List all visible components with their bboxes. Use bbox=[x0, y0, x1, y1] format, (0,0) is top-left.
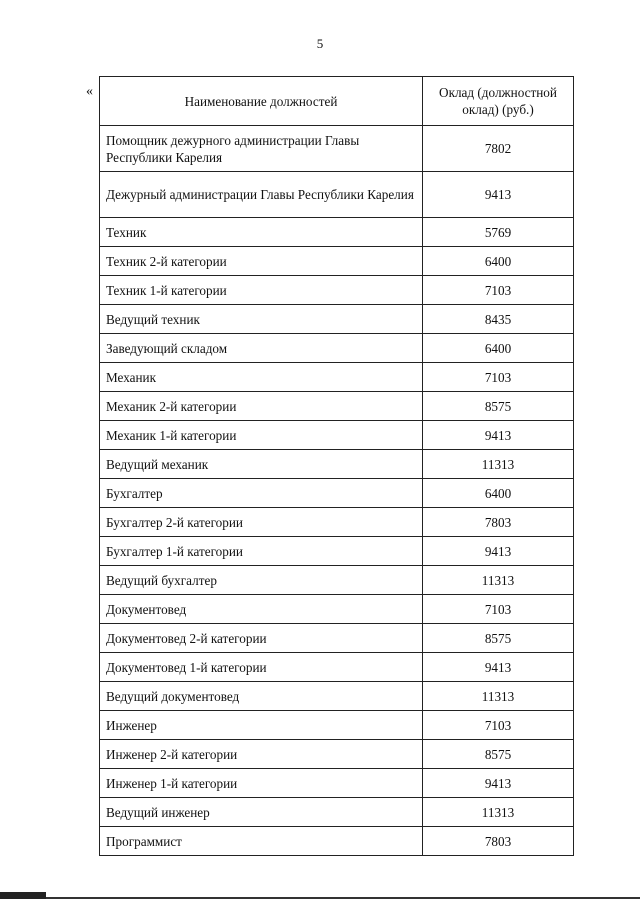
position-name-cell: Ведущий механик bbox=[100, 450, 423, 479]
salary-cell: 7103 bbox=[423, 276, 574, 305]
position-name-cell: Бухгалтер 1-й категории bbox=[100, 537, 423, 566]
page-number: 5 bbox=[316, 36, 324, 51]
salary-cell: 5769 bbox=[423, 218, 574, 247]
position-name-cell: Механик 2-й категории bbox=[100, 392, 423, 421]
table-row bbox=[100, 479, 574, 508]
page-bottom-border bbox=[0, 897, 640, 899]
table-row bbox=[100, 566, 574, 595]
salary-cell: 7103 bbox=[423, 595, 574, 624]
header-position-name: Наименование должностей bbox=[100, 77, 423, 126]
position-name-cell: Помощник дежурного администрации Главы Республики Карелия bbox=[100, 126, 423, 172]
salary-cell: 7803 bbox=[423, 827, 574, 856]
position-name-cell: Документовед 2-й категории bbox=[100, 624, 423, 653]
salary-cell: 11313 bbox=[423, 450, 574, 479]
position-name-cell: Техник 2-й категории bbox=[100, 247, 423, 276]
table-row bbox=[100, 305, 574, 334]
salary-cell: 6400 bbox=[423, 247, 574, 276]
salary-cell: 8575 bbox=[423, 624, 574, 653]
opening-quote: « bbox=[86, 84, 93, 99]
table-row bbox=[100, 624, 574, 653]
table-row bbox=[100, 334, 574, 363]
salary-cell: 7103 bbox=[423, 711, 574, 740]
table-row bbox=[100, 595, 574, 624]
position-name-cell: Документовед bbox=[100, 595, 423, 624]
table-row bbox=[100, 247, 574, 276]
table-row bbox=[100, 769, 574, 798]
salary-cell: 7103 bbox=[423, 363, 574, 392]
position-name-cell: Ведущий инженер bbox=[100, 798, 423, 827]
salary-cell: 9413 bbox=[423, 537, 574, 566]
scan-edge-mark bbox=[0, 892, 46, 899]
table-row bbox=[100, 276, 574, 305]
table-row bbox=[100, 798, 574, 827]
salary-cell: 9413 bbox=[423, 653, 574, 682]
position-name-cell: Программист bbox=[100, 827, 423, 856]
position-name-cell: Техник 1-й категории bbox=[100, 276, 423, 305]
table-row bbox=[100, 827, 574, 856]
table-row bbox=[100, 450, 574, 479]
table-row bbox=[100, 126, 574, 172]
salary-cell: 9413 bbox=[423, 172, 574, 218]
position-name-cell: Дежурный администрации Главы Республики Карелия bbox=[100, 172, 423, 218]
salary-table bbox=[99, 76, 574, 856]
salary-cell: 9413 bbox=[423, 421, 574, 450]
salary-cell: 7803 bbox=[423, 508, 574, 537]
table-row bbox=[100, 218, 574, 247]
position-name-cell: Инженер 2-й категории bbox=[100, 740, 423, 769]
table-row bbox=[100, 682, 574, 711]
table-row bbox=[100, 653, 574, 682]
table-row bbox=[100, 392, 574, 421]
position-name-cell: Механик bbox=[100, 363, 423, 392]
table-header bbox=[100, 77, 574, 126]
table-row bbox=[100, 508, 574, 537]
table-row bbox=[100, 363, 574, 392]
position-name-cell: Бухгалтер bbox=[100, 479, 423, 508]
salary-cell: 11313 bbox=[423, 566, 574, 595]
table-body bbox=[100, 126, 574, 856]
position-name-cell: Бухгалтер 2-й категории bbox=[100, 508, 423, 537]
header-salary: Оклад (должностной оклад) (руб.) bbox=[423, 77, 574, 126]
table-row bbox=[100, 172, 574, 218]
salary-cell: 7802 bbox=[423, 126, 574, 172]
position-name-cell: Заведующий складом bbox=[100, 334, 423, 363]
position-name-cell: Инженер bbox=[100, 711, 423, 740]
salary-cell: 8575 bbox=[423, 392, 574, 421]
position-name-cell: Документовед 1-й категории bbox=[100, 653, 423, 682]
table-row bbox=[100, 537, 574, 566]
salary-cell: 11313 bbox=[423, 798, 574, 827]
position-name-cell: Ведущий техник bbox=[100, 305, 423, 334]
position-name-cell: Ведущий бухгалтер bbox=[100, 566, 423, 595]
position-name-cell: Инженер 1-й категории bbox=[100, 769, 423, 798]
salary-cell: 9413 bbox=[423, 769, 574, 798]
table-row bbox=[100, 740, 574, 769]
salary-cell: 6400 bbox=[423, 479, 574, 508]
position-name-cell: Техник bbox=[100, 218, 423, 247]
position-name-cell: Механик 1-й категории bbox=[100, 421, 423, 450]
table-row bbox=[100, 711, 574, 740]
position-name-cell: Ведущий документовед bbox=[100, 682, 423, 711]
salary-cell: 8435 bbox=[423, 305, 574, 334]
table-row bbox=[100, 421, 574, 450]
salary-cell: 8575 bbox=[423, 740, 574, 769]
salary-cell: 11313 bbox=[423, 682, 574, 711]
salary-cell: 6400 bbox=[423, 334, 574, 363]
